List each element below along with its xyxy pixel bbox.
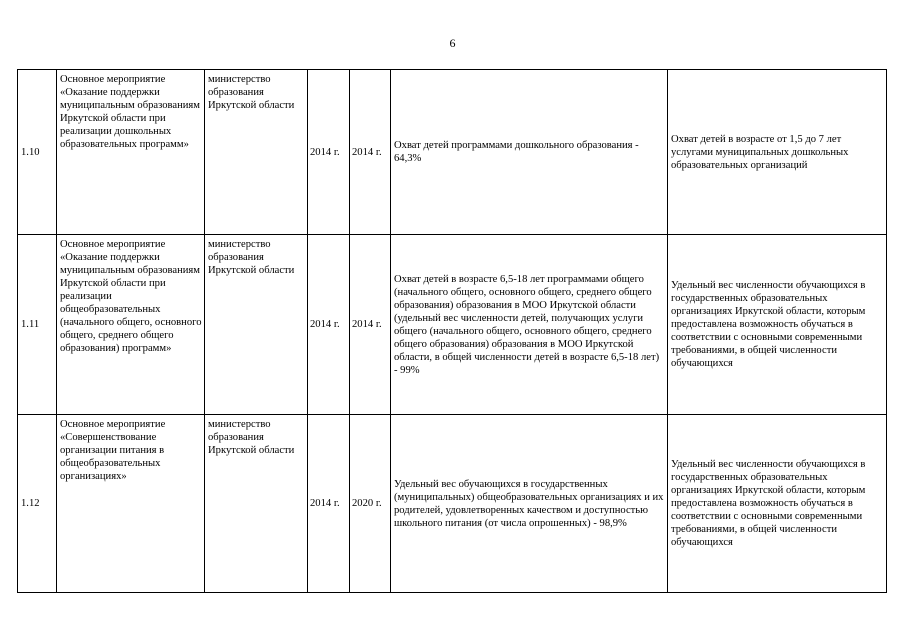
activity-cell: Основное мероприятие «Совершенствование организации питания в общеобразовательных организациях» [57,415,205,593]
executor-cell: министерство образования Иркутской области [205,70,308,235]
row-number: 1.11 [18,235,57,415]
indicator-cell: Удельный вес численности обучающихся в государственных образовательных организациях Иркутской области, которым предоставлена возможность обучаться в соответствии с основными современными требованиями, в общей численности обучающихся [668,415,887,593]
indicator-cell: Охват детей в возрасте от 1,5 до 7 лет услугами муниципальных дошкольных образовательных организаций [668,70,887,235]
end-year-cell: 2020 г. [350,415,391,593]
row-number: 1.10 [18,70,57,235]
end-year-cell: 2014 г. [350,70,391,235]
start-year-cell: 2014 г. [308,415,350,593]
end-year-cell: 2014 г. [350,235,391,415]
result-cell: Удельный вес обучающихся в государственных (муниципальных) общеобразовательных организациях и их родителей, удовлетворенных качеством и доступностью школьного питания (от числа опрошенных) - 98,9% [391,415,668,593]
row-number: 1.12 [18,415,57,593]
indicator-cell: Удельный вес численности обучающихся в государственных образовательных организациях Иркутской области, которым предоставлена возможность обучаться в соответствии с основными современными требованиями, в общей численности обучающихся [668,235,887,415]
activity-cell: Основное мероприятие «Оказание поддержки муниципальным образованиям Иркутской области при реализации общеобразовательных (начального общего, основного общего, среднего общего образования) программ» [57,235,205,415]
result-cell: Охват детей программами дошкольного образования - 64,3% [391,70,668,235]
page-number: 6 [449,36,456,50]
table-row [18,235,887,415]
measures-table [17,69,887,593]
result-cell: Охват детей в возрасте 6,5-18 лет программами общего (начального общего, основного общего, среднего общего образования) образования в МОО Иркутской области (удельный вес численности детей, получающих услуги общего (начального общего, основного общего, среднего общего образования) образования в МОО Иркутской области, в общей численности детей в возрасте 6,5-18 лет) - 99% [391,235,668,415]
table-row [18,415,887,593]
start-year-cell: 2014 г. [308,235,350,415]
start-year-cell: 2014 г. [308,70,350,235]
executor-cell: министерство образования Иркутской области [205,235,308,415]
activity-cell: Основное мероприятие «Оказание поддержки муниципальным образованиям Иркутской области при реализации дошкольных образовательных программ» [57,70,205,235]
table-row [18,70,887,235]
executor-cell: министерство образования Иркутской области [205,415,308,593]
